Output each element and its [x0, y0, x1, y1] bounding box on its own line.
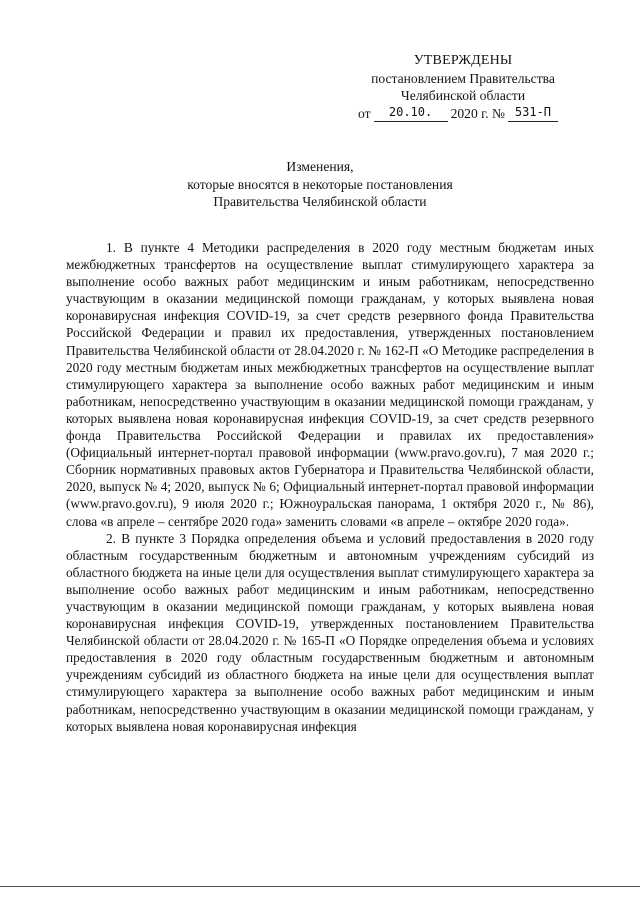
- approval-date-line: [358, 105, 583, 125]
- paragraph-1: 1. В пункте 4 Методики распределения в 2020 году местным бюджетам иных межбюджетных трансфертов на осуществление выплат стимулирующего характера за выполнение особо важных работ медицинским и иным работникам, непосредственно участвующим в оказании медицинской помощи гражданам, у которых выявлена новая коронавирусная инфекция COVID-19, за счет средств резервного фонда Правительства Российской Федерации и правил их предоставления, утвержденных постановлением Правительства Челябинской области от 28.04.2020 г. № 162-П «О Методике распределения в 2020 году местным бюджетам иных межбюджетных трансфертов на осуществление выплат стимулирующего характера за выполнение особо важных работ медицинским и иным работникам, непосредственно участвующим в оказании медицинской помощи гражданам, у которых выявлена новая коронавирусная инфекция COVID-19, за счет средств резервного фонда Правительства Российской Федерации и правилах их предоставления» (Официальный интернет-портал правовой информации (www.pravo.gov.ru), 7 мая 2020 г.; Сборник нормативных правовых актов Губернатора и Правительства Челябинской области, 2020, выпуск № 4; 2020, выпуск № 6; Официальный интернет-портал правовой информации (www.pravo.gov.ru), 9 июля 2020 г.; Южноуральская панорама, 1 октября 2020 г., № 86), слова «в апреле – сентябре 2020 года» заменить словами «в апреле – октябре 2020 года».: [66, 240, 594, 529]
- bottom-divider: [0, 886, 640, 887]
- document-body: [66, 239, 594, 735]
- approval-date: 20.10.: [374, 104, 448, 123]
- approval-year-label: 2020 г. №: [450, 105, 505, 121]
- approval-stamp: [343, 52, 583, 124]
- approval-heading: УТВЕРЖДЕНЫ: [413, 53, 513, 68]
- title-line-2: которые вносятся в некоторые постановления: [187, 176, 453, 192]
- title-line-1: Изменения,: [286, 159, 354, 174]
- title-line-3: Правительства Челябинской области: [213, 194, 427, 209]
- approval-number: 531-П: [508, 104, 558, 123]
- document-title: [0, 158, 640, 211]
- approval-line-2: Челябинской области: [400, 88, 526, 103]
- approval-from-label: от: [358, 105, 371, 121]
- paragraph-2: 2. В пункте 3 Порядка определения объема и условий предоставления в 2020 году областным государственным бюджетным и автономным учреждениям субсидий из областного бюджета на иные цели для осуществления выплат стимулирующего характера за выполнение особо важных работ медицинским и иным работникам, непосредственно участвующим в оказании медицинской помощи гражданам, у которых выявлена новая коронавирусная инфекция COVID-19, утвержденных постановлением Правительства Челябинской области от 28.04.2020 г. № 165-П «О Порядке определения объема и условиях предоставления в 2020 году областным государственным бюджетным и автономным учреждениям субсидий из областного бюджета на иные цели для осуществления выплат стимулирующего характера за выполнение особо важных работ медицинским и иным работникам, непосредственно участвующим в оказании медицинской помощи гражданам, у которых выявлена новая коронавирусная инфекция: [66, 530, 594, 734]
- approval-line-1: постановлением Правительства: [371, 70, 555, 86]
